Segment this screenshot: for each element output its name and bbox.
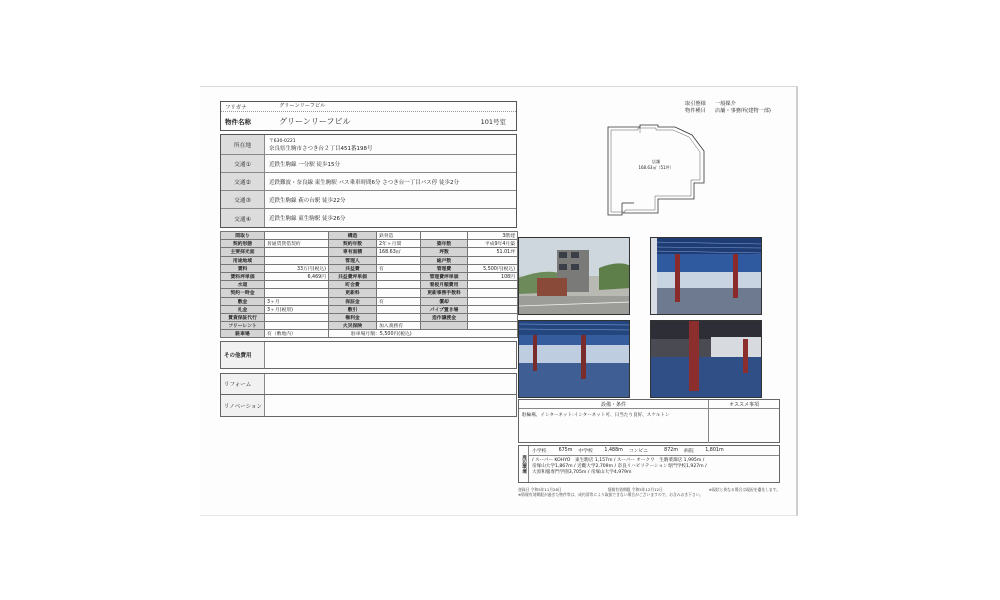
trade-mode-value: 一般媒介 [715,101,736,107]
footer-note-2: ※情報有効期限が過ぎた物件等は、成約済等により取扱できない場合がございますので、お含みおき下さい。 [518,492,704,497]
spec-key: 保証金 [329,297,377,305]
convenience-value: 872m [664,448,679,453]
trade-mode-label: 取引態様 [685,101,706,107]
transport-3-value: 近鉄生駒線 萩の台駅 徒歩22分 [269,197,346,204]
spec-value: 加入義務有 [377,322,421,330]
environment-label: 周辺環境 [519,446,529,482]
spec-key: 坪数 [421,248,468,256]
transport-2-label: 交通② [221,173,265,190]
spec-key: 敷金 [221,297,265,305]
spec-value: 鉄骨造 [377,232,421,240]
spec-key: 共益費坪単価 [329,272,377,280]
spec-key: 看板月額費用 [421,281,468,289]
spec-key: 契約形態 [221,240,265,248]
spec-key: 専有面積 [329,248,377,256]
header-block [220,101,517,131]
spec-key: 町会費 [329,281,377,289]
spec-row [221,240,518,248]
spec-value: 33万円(税込) [265,264,329,272]
spec-row [221,281,518,289]
spec-value [377,281,421,289]
spec-key: 管理費坪単価 [421,272,468,280]
environment-line-4: 大原和服専門学園3,705m / 帝塚山大学4,979m [532,470,632,475]
spec-value: 普通賃貸借契約 [265,240,329,248]
school-elementary-label: 小学校 [532,449,547,454]
hospital-value: 1,801m [705,448,724,453]
spec-key: パイプ置き場 [421,305,468,313]
transport-2-value: 近鉄難波・奈良線 東生駒駅 バス乗車時間6分 さつき台一丁目バス停 徒歩2分 [269,179,459,186]
spec-value [468,297,518,305]
spec-key: 間取り [221,232,265,240]
photo-interior-2 [518,320,630,398]
transport-4-label: 交通④ [221,209,265,227]
address-label: 所在地 [221,135,265,154]
spec-key [421,232,468,240]
spec-value [265,322,329,330]
registration-date: 登録日 令和5年11月28日 [518,487,562,492]
name-label: 物件名称 [225,118,251,126]
spec-key: 償却 [421,297,468,305]
spec-row [221,305,518,313]
spec-key: 賃料 [221,264,265,272]
spec-value [468,305,518,313]
spec-key: 共益費 [329,264,377,272]
left-column [220,101,517,417]
spec-row [221,272,518,280]
spec-value [377,272,421,280]
equipment-box [518,399,780,443]
spec-value: 51.01坪 [468,248,518,256]
plan-room-area: 168.63㎡（51坪） [638,165,674,170]
spec-value [377,313,421,321]
school-elementary-value: 675m [558,448,573,453]
spec-value [468,256,518,264]
photo-interior-3 [650,320,762,398]
spec-value: 駐車場月額：5,500円(税込) [329,330,518,338]
spec-key: 造作譲渡金 [421,313,468,321]
spec-row [221,256,518,264]
spec-key: 主要採光面 [221,248,265,256]
spec-value [265,248,329,256]
property-type-label: 物件種目 [685,108,706,114]
spec-row [221,313,518,321]
spec-value: 3ヶ月(税別) [265,305,329,313]
spec-value [468,322,518,330]
transport-4-value: 近鉄生駒線 東生駒駅 徒歩26分 [269,216,346,222]
spec-value: 3ヶ月 [265,297,329,305]
photo-interior-1 [650,237,762,315]
photo-exterior [518,237,630,315]
spec-value: 3階建 [468,232,518,240]
property-name: グリーンリーフビル [279,117,351,126]
transport-1-label: 交通① [221,155,265,172]
transport-3-label: 交通③ [221,191,265,208]
spec-key: 構造 [329,232,377,240]
plan-room-name: 店舗 [651,159,661,164]
environment-line-2: / スーパー KOHYO 東生駒店 1,157m / スーパー オークワ 生駒菜畑店 1,995m / [532,458,705,463]
spec-key: 用途地域 [221,256,265,264]
spec-key: 賃料坪単価 [221,272,265,280]
spec-value [265,313,329,321]
environment-distances [529,446,779,456]
spec-value: 168.63㎡ [377,248,421,256]
spec-key: 築年数 [421,240,468,248]
address-block [220,134,517,228]
spec-value: 有 [377,297,421,305]
spec-value: 6,469円 [265,272,329,280]
spec-key: 更新料 [329,289,377,297]
spec-key [421,322,468,330]
floor-plan [600,121,710,221]
spec-key: 契約一時金 [221,289,265,297]
spec-key: 権利金 [329,313,377,321]
spec-value [265,232,329,240]
equipment-value: 駐輪場、インターネット:インターネット可、日当たり良好、スケルトン [519,409,709,443]
footer-note-1: ※現状と異なる場合は現況を優先します。 [708,487,780,492]
info-expiry: 情報有効期限 令和5年12月12日 [607,487,663,492]
spec-table [220,231,518,338]
spec-value [377,256,421,264]
convenience-label: コンビニ [628,449,649,454]
spec-key: 礼金 [221,305,265,313]
school-junior-value: 1,488m [604,448,623,453]
spec-value [265,256,329,264]
spec-value: 108円 [468,272,518,280]
spec-value [468,281,518,289]
renovation-label: リノベーション [221,395,265,416]
hospital-label: 病院 [684,449,694,454]
spec-value: 2年ヶ月間 [377,240,421,248]
spec-key: 火災保険 [329,322,377,330]
spec-key: 駐車場 [221,330,265,338]
other-fees-box [220,341,517,369]
spec-key: 更新事務手数料 [421,289,468,297]
zip-code: 〒630-0221 [269,138,296,144]
environment-line-3: 帝塚山大学1,867m / 近畿大学2,709m / 奈良リハビリテーション専門学校1,927m / [532,464,707,469]
footer-notes [518,487,780,497]
furigana-value: グリーンリーフビル [279,102,326,109]
spec-key: 総戸数 [421,256,468,264]
spec-key: フリーレント [221,322,265,330]
spec-row [221,264,518,272]
spec-value [377,305,421,313]
property-type-value: 店舗・事務所(建物一部) [715,108,771,114]
spec-key: 敷引 [329,305,377,313]
spec-key: 管理費 [421,264,468,272]
spec-value [468,313,518,321]
renovation-box [220,395,517,417]
environment-box [518,445,780,483]
spec-key: 管理人 [329,256,377,264]
room-number: 101号室 [480,118,506,126]
spec-value: 有（敷地内） [265,330,329,338]
school-junior-label: 中学校 [578,449,593,454]
furigana-label: フリガナ [225,104,247,111]
spec-row [221,248,518,256]
spec-value: 平成9年4月築 [468,240,518,248]
spec-value: 5,500円(税込) [468,264,518,272]
spec-value [468,289,518,297]
spec-row [221,232,518,240]
reform-box [220,373,517,395]
reform-label: リフォーム [221,374,265,394]
spec-key: 賃貸保証代行 [221,313,265,321]
spec-row [221,330,518,338]
address-value: 奈良県生駒市さつき台２丁目451番198号 [269,145,373,152]
spec-value [265,281,329,289]
other-fees-label: その他費用 [221,342,265,368]
spec-row [221,297,518,305]
spec-key: 水道 [221,281,265,289]
property-sheet [200,86,798,516]
spec-row [221,289,518,297]
spec-row [221,322,518,330]
recommend-heading: オススメ事項 [729,401,759,408]
transport-1-value: 近鉄生駒線 一分駅 徒歩15分 [269,161,340,168]
spec-value: 有 [377,264,421,272]
trade-info [685,101,771,115]
spec-value [377,289,421,297]
spec-value [265,289,329,297]
equipment-heading: 設備・条件 [519,400,709,408]
spec-key: 契約年数 [329,240,377,248]
